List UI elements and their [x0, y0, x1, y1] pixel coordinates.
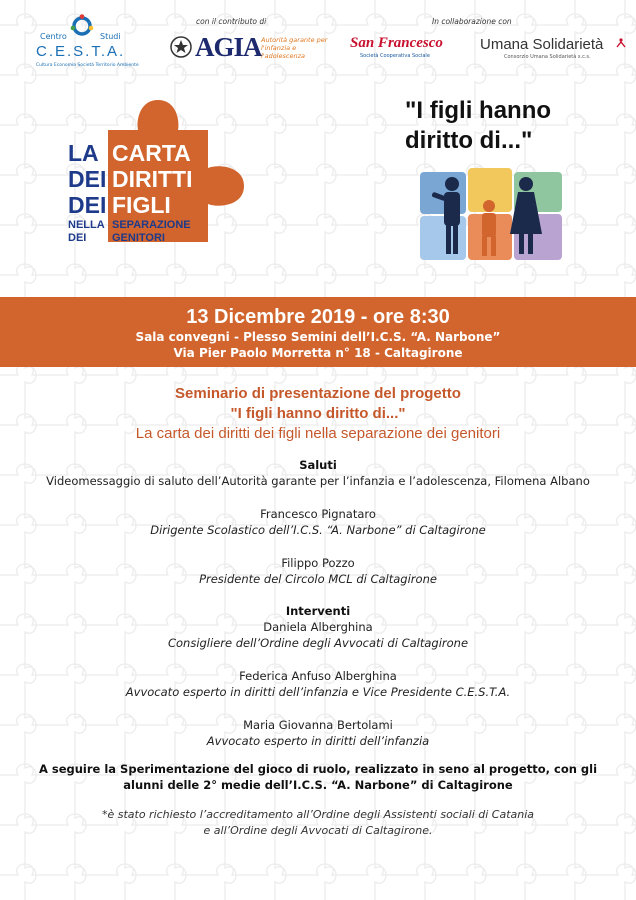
- family-puzzle-image: [418, 168, 566, 262]
- seminar-title-line1: Seminario di presentazione del progetto: [175, 385, 461, 402]
- speaker-name: Daniela Alberghina: [263, 620, 373, 634]
- logo-word-separazione: SEPARAZIONE: [112, 219, 191, 231]
- logo-sub-left: [68, 219, 105, 245]
- cesta-logo: [30, 14, 140, 74]
- cesta-subtitle: Cultura Economia Società Territorio Ambiente: [36, 63, 139, 68]
- umana-subtitle: Consorzio Umana Solidarietà s.c.s.: [504, 54, 591, 60]
- logo-word-genitori: GENITORI: [112, 232, 165, 244]
- logo-left-column: [68, 140, 106, 218]
- project-title-line2: diritto di...": [405, 127, 533, 154]
- saluti-heading: Saluti: [299, 458, 337, 472]
- cesta-mark-icon: [70, 14, 94, 38]
- logo-word-la: LA: [68, 140, 99, 166]
- interventi-heading: Interventi: [285, 604, 351, 618]
- people-icon: [616, 38, 626, 48]
- speaker-role: Dirigente Scolastico dell’I.C.S. “A. Narbone” di Caltagirone: [150, 523, 486, 537]
- speaker-role: Avvocato esperto in diritti dell’infanzia: [206, 734, 430, 748]
- san-francesco-subtitle: Società Cooperativa Sociale: [360, 53, 430, 59]
- accreditation-note-line2: e all’Ordine degli Avvocati di Caltagirone.: [203, 824, 433, 837]
- umana-name: Umana Solidarietà: [480, 36, 604, 53]
- speaker-role: Avvocato esperto in diritti dell’infanzia e Vice Presidente C.E.S.T.A.: [125, 685, 511, 699]
- agia-name: AGIA: [195, 32, 262, 62]
- event-band: [0, 297, 636, 367]
- logo-word-carta: CARTA: [112, 140, 191, 166]
- logo-sub-right: [112, 219, 191, 245]
- seminar-title-line2: "I figli hanno diritto di...": [230, 405, 406, 422]
- italian-emblem-icon: [170, 36, 192, 58]
- san-francesco-logo: [350, 35, 465, 65]
- cesta-centro: Centro: [40, 32, 67, 41]
- speaker-name: Maria Giovanna Bertolami: [243, 718, 393, 732]
- speaker-role: Consigliere dell’Ordine degli Avvocati di Caltagirone: [167, 636, 469, 650]
- logo-word-diritti: DIRITTI: [112, 166, 193, 192]
- logo-word-figli: FIGLI: [112, 192, 171, 218]
- umana-solidarieta-logo: [480, 36, 625, 66]
- agia-logo: [170, 32, 328, 66]
- logo-word-dei-3: DEI: [68, 232, 87, 244]
- cesta-name: C.E.S.T.A.: [36, 43, 126, 60]
- accreditation-note-line1: *è stato richiesto l’accreditamento all’Ordine degli Assistenti sociali di Catania: [101, 808, 535, 821]
- video-message: Videomessaggio di saluto dell’Autorità garante per l’infanzia e l’adolescenza, Filomena Albano: [46, 474, 590, 488]
- speaker-name: Federica Anfuso Alberghina: [239, 669, 397, 683]
- role-play-note: A seguire la Sperimentazione del gioco di ruolo, realizzato in seno al progetto, con gli alunni delle 2° medie dell’I.C.S. “A. Narbone” di Caltagirone: [38, 762, 598, 792]
- speaker-role: Presidente del Circolo MCL di Caltagirone: [199, 572, 437, 586]
- project-title-line1: "I figli hanno: [405, 97, 552, 124]
- seminar-subtitle: La carta dei diritti dei figli nella separazione dei genitori: [135, 425, 501, 442]
- logo-word-nella: NELLA: [68, 219, 105, 231]
- cesta-studi: Studi: [100, 32, 121, 41]
- event-place-line2: Via Pier Paolo Morretta n° 18 - Caltagirone: [173, 346, 463, 360]
- speaker-name: Francesco Pignataro: [260, 507, 376, 521]
- agia-description: Autorità garante per l'infanzia e l'adolescenza: [261, 36, 328, 60]
- collaborazione-label: In collaborazione con: [432, 17, 512, 26]
- speaker-name: Filippo Pozzo: [281, 556, 355, 570]
- san-francesco-name: San Francesco: [350, 35, 443, 51]
- event-place-line1: Sala convegni - Plesso Semini dell’I.C.S. “A. Narbone”: [135, 330, 501, 344]
- contributo-label: con il contributo di: [196, 17, 267, 26]
- logo-word-dei-2: DEI: [68, 192, 107, 218]
- carta-diritti-logo: [60, 100, 245, 275]
- event-date: 13 Dicembre 2019 - ore 8:30: [186, 306, 450, 328]
- logo-word-dei-1: DEI: [68, 166, 107, 192]
- project-title: [405, 96, 551, 156]
- program-content: [0, 384, 636, 839]
- logo-right-column: [112, 140, 193, 218]
- accreditation-note: [0, 807, 636, 839]
